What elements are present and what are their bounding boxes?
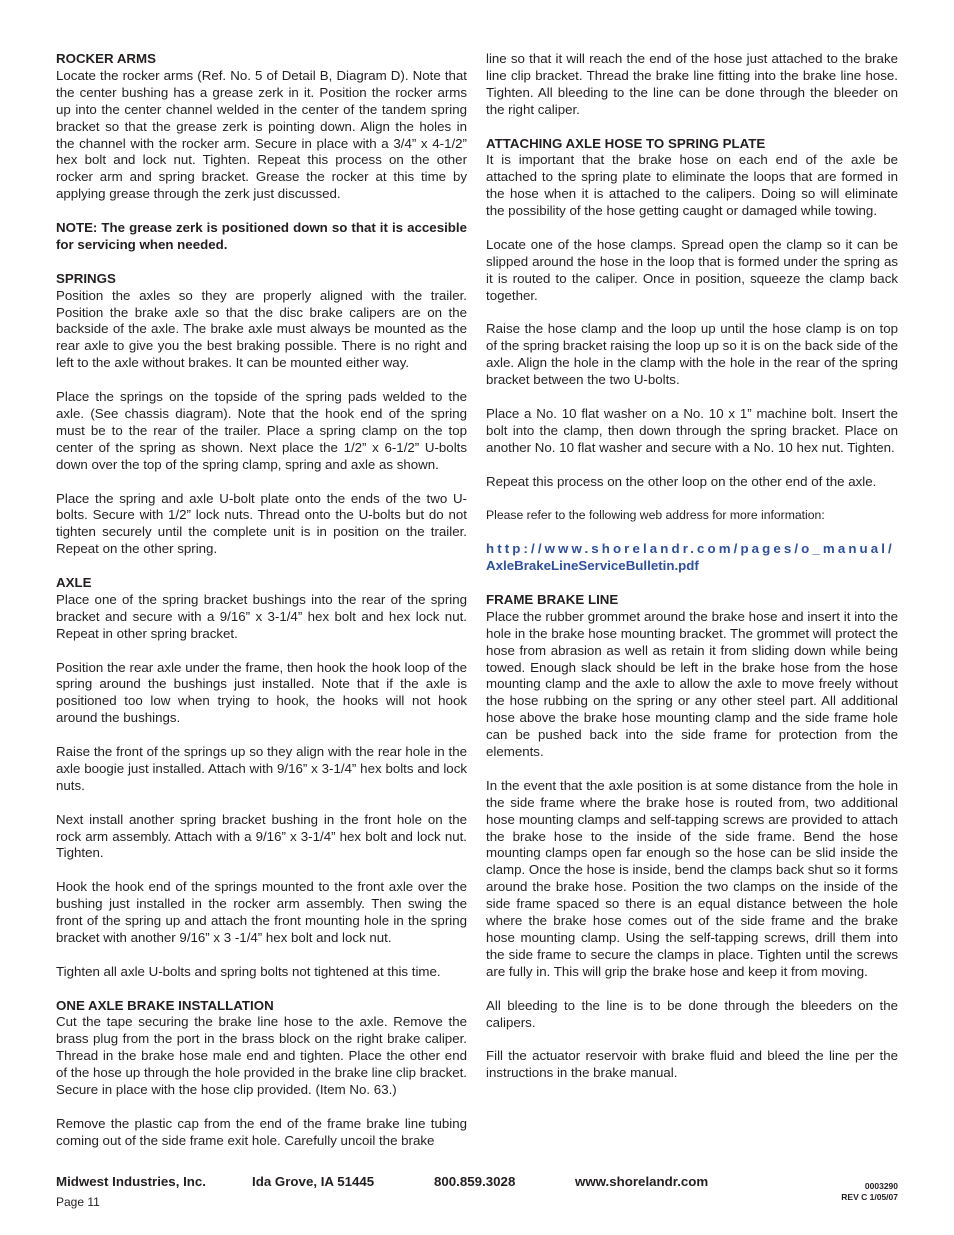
axle-paragraph-1: Place one of the spring bracket bushings into the rear of the spring bracket and secure with a 9/16” x 3-1/4” hex bolt and hex lock nut. Repeat in other spring bracket. [56, 591, 467, 641]
link-url-line-2[interactable]: AxleBrakeLineServiceBulletin.pdf [486, 558, 699, 574]
brake-installation-paragraph-1: Cut the tape securing the brake line hose to the axle. Remove the brass plug from the port in the brass block on the right brake caliper. Thread in the brake hose male end and tighten. Place the other end of the hose up through the hole provided in the brake line clip bracket. Secure in place with the hose clip provided. (Item No. 63.) [56, 1014, 467, 1098]
one-axle-brake-heading: ONE AXLE BRAKE INSTALLATION [56, 997, 274, 1013]
revision-label: REV C 1/05/07 [841, 1192, 898, 1202]
springs-paragraph-3: Place the spring and axle U-bolt plate onto the ends of the two U-bolts. Secure with 1/2” lock nuts. Thread onto the U-bolts but do not tighten securely until the complete unit is in position on the trailer. Repeat on the other spring. [56, 490, 467, 557]
springs-paragraph-2: Place the springs on the topside of the spring pads welded to the axle. (See chassis diagram). Note that the hook end of the spring must be to the rear of the trailer. Place a spring clamp on the top center of the spring as shown. Next place the 1/2” x 6-1/2” U-bolts down over the top of the spring clamp, spring and axle as shown. [56, 389, 467, 472]
frame-brake-line-heading: FRAME BRAKE LINE [486, 591, 619, 607]
reference-note: Please refer to the following web address for more information: [486, 508, 825, 523]
right-column [486, 51, 898, 1082]
axle-paragraph-2: Position the rear axle under the frame, then hook the hook loop of the spring around the bushings just installed. Note that if the axle is positioned too low when trying to hook, the hooks will not hook around the bushings. [56, 659, 467, 726]
rocker-arms-heading: ROCKER ARMS [56, 51, 156, 66]
frame-brake-paragraph-3: All bleeding to the line is to be done through the bleeders on the calipers. [486, 997, 898, 1030]
frame-brake-paragraph-1: Place the rubber grommet around the brake hose and insert it into the hole in the brake hose mounting bracket. The grommet will protect the hose from abrasion as well as retain it from sliding down while being towed. Enough slack should be left in the brake hose from the hose mounting clamp and the axle to allow the axle to move freely without the hose rubbing on the spring or any other steel part. All additional hose above the brake hose mounting clamp and the side frame hole can be pushed back into the side frame for protection from the elements. [486, 608, 898, 760]
axle-paragraph-5: Hook the hook end of the springs mounted to the front axle over the bushing just installed in the rocker arm assembly. Then swing the front of the spring up and attach the front mounting hole in the spring bracket with another 9/16” x 3 -1/4” hex bolt and lock nut. [56, 879, 467, 945]
link-url-line-1[interactable]: http://www.shorelandr.com/pages/o_manual/ [486, 541, 895, 557]
axle-paragraph-6: Tighten all axle U-bolts and spring bolts not tightened at this time. [56, 963, 441, 979]
footer-phone: 800.859.3028 [434, 1174, 516, 1189]
page-number: Page 11 [56, 1195, 100, 1209]
frame-brake-paragraph-4: Fill the actuator reservoir with brake fluid and bleed the line per the instructions in the brake manual. [486, 1048, 898, 1081]
axle-paragraph-3: Raise the front of the springs up so they align with the rear hole in the axle boogie just installed. Attach with 9/16” x 3-1/4” hex bolts and lock nuts. [56, 744, 467, 793]
axle-heading: AXLE [56, 575, 92, 591]
axle-hose-paragraph-2: Locate one of the hose clamps. Spread open the clamp so it can be slipped around the hose in the loop that is formed under the spring as it is routed to the caliper. Once in position, squeeze the clamp back together. [486, 236, 898, 303]
left-column [56, 51, 467, 1150]
axle-paragraph-4: Next install another spring bracket bushing in the front hole on the rock arm assembly. Attach with a 9/16” x 3-1/4” hex bolt and lock nut. Tighten. [56, 811, 467, 861]
attaching-axle-hose-heading: ATTACHING AXLE HOSE TO SPRING PLATE [486, 135, 766, 151]
footer-website[interactable]: www.shorelandr.com [575, 1174, 709, 1189]
grease-zerk-note: NOTE: The grease zerk is positioned down so that it is accesible for servicing when needed. [56, 220, 467, 252]
service-bulletin-link[interactable] [486, 541, 898, 575]
frame-brake-paragraph-2: In the event that the axle position is at some distance from the hole in the side frame where the brake hose is routed from, two additional hose mounting clamps and self-tapping screws are provided to attach the brake hose to the inside of the side frame. Bend the hose mounting clamps open far enough so the hose can be slid inside the clamp. Once the hose is inside, bend the clamps back shut so it forms around the brake hose. Position the two clamps on the inside of the side frame spaced so there is an equal distance between the hole where the brake hose comes out of the side frame and the brake hose mounting clamp. Using the self-tapping screws, drill them into the side frame to secure the clamps in place. Tighten until the screws are fully in. This will grip the brake hose and keep it from moving. [486, 777, 898, 979]
axle-hose-paragraph-4: Place a No. 10 flat washer on a No. 10 x 1” machine bolt. Insert the bolt into the clamp, then down through the spring bracket. Place on another No. 10 flat washer and secure with a No. 10 hex nut. Tighten. [486, 405, 898, 455]
brake-line-continuation: line so that it will reach the end of the hose just attached to the brake line clip bracket. Thread the brake line fitting into the brake line hose. Tighten. All bleeding to the line can be done through the bleeder on the right caliper. [486, 51, 898, 117]
brake-installation-paragraph-2: Remove the plastic cap from the end of the frame brake line tubing coming out of the side frame exit hole. Carefully uncoil the brake [56, 1115, 467, 1148]
springs-heading: SPRINGS [56, 270, 116, 286]
document-code: 0003290 [864, 1181, 898, 1191]
axle-hose-paragraph-3: Raise the hose clamp and the loop up until the hose clamp is on top of the spring bracket raising the loop up so it is on the back side of the axle. Align the hole in the clamp with the hole in the rear of the spring bracket between the two U-bolts. [486, 321, 898, 388]
footer-company: Midwest Industries, Inc. [56, 1174, 206, 1189]
rocker-arms-paragraph: Locate the rocker arms (Ref. No. 5 of Detail B, Diagram D). Note that the center bushing has a grease zerk in it. Position the rocker arms up into the center channel welded in the center of the tandem spring bracket so that the grease zerk is pointing down. Align the holes in the channel with the rocker arm. Secure in place with a 3/4” x 4-1/2” hex bolt and lock nut. Tighten. Repeat this process on the other rocker arm and spring bracket. Grease the rocker at this time by applying grease through the zerk just discussed. [56, 67, 467, 202]
axle-hose-paragraph-1: It is important that the brake hose on each end of the axle be attached to the spring plate to eliminate the loops that are formed in the hose when it is attached to the calipers. Doing so will eliminate the possibility of the hose getting caught or damaged while towing. [486, 152, 898, 219]
footer-city: Ida Grove, IA 51445 [252, 1174, 375, 1189]
document-code-block [841, 1181, 898, 1203]
axle-hose-paragraph-5: Repeat this process on the other loop on the other end of the axle. [486, 473, 877, 489]
springs-paragraph-1: Position the axles so they are properly aligned with the trailer. Position the brake axle so that the disc brake calipers are on the backside of the axle. The brake axle must always be mounted as the rear axle to give you the best braking possible. There is no right and left to the axle without brakes. It can be mounted either way. [56, 287, 467, 371]
